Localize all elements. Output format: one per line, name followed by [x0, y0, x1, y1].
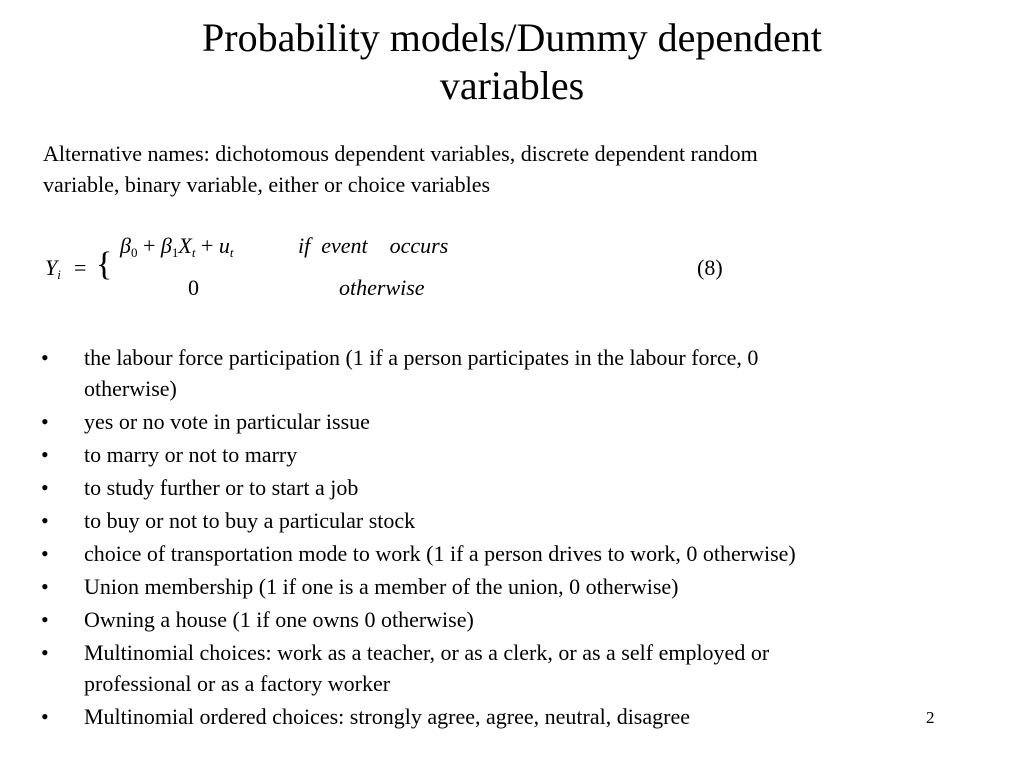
bullet-icon: • [41, 475, 49, 500]
plus-sign-1: + [142, 233, 156, 258]
bullet-text: to marry or not to marry [84, 442, 298, 467]
list-item [0, 701, 1000, 732]
u-variable: u [218, 233, 230, 258]
intro-line-2: variable, binary variable, either or choice variables [43, 172, 491, 197]
list-item [0, 505, 1000, 536]
x-subscript: t [191, 245, 196, 260]
equation-8 [40, 228, 760, 308]
beta-1: β [160, 233, 172, 258]
case-1-condition: if event occurs [298, 233, 449, 258]
bullet-text: Union membership (1 if one is a member of the union, 0 otherwise) [84, 574, 679, 599]
case-2-value: 0 [188, 275, 199, 300]
bullet-icon: • [41, 607, 49, 632]
list-item [0, 342, 1000, 404]
slide-title-line-2: variables [439, 63, 585, 108]
lhs-subscript: i [57, 267, 61, 282]
beta-1-subscript: 1 [171, 245, 179, 260]
bullet-text: choice of transportation mode to work (1 if a person drives to work, 0 otherwise) [84, 541, 796, 566]
beta-0-subscript: 0 [130, 245, 138, 260]
intro-paragraph [43, 138, 983, 200]
bullet-list [0, 342, 1000, 734]
bullet-text-continued: professional or as a factory worker [84, 671, 391, 696]
bullet-text: yes or no vote in particular issue [84, 409, 370, 434]
bullet-text: Owning a house (1 if one owns 0 otherwise) [84, 607, 474, 632]
intro-line-1: Alternative names: dichotomous dependent variables, discrete dependent random [43, 141, 758, 166]
bullet-text: the labour force participation (1 if a person participates in the labour force, 0 [84, 345, 759, 370]
lhs-variable: Y [45, 255, 58, 280]
list-item [0, 571, 1000, 602]
bullet-icon: • [41, 508, 49, 533]
bullet-text: Multinomial choices: work as a teacher, or as a clerk, or as a self employed or [84, 640, 770, 665]
list-item [0, 538, 1000, 569]
equation-lhs [45, 255, 61, 283]
list-item [0, 406, 1000, 437]
x-variable: X [178, 233, 192, 258]
equation-case-1 [120, 233, 233, 261]
bullet-icon: • [41, 541, 49, 566]
equation-equals: = [74, 255, 87, 280]
list-item [0, 439, 1000, 470]
list-item [0, 472, 1000, 503]
bullet-icon: • [41, 574, 49, 599]
equation-brace: { [96, 246, 113, 283]
bullet-text: to buy or not to buy a particular stock [84, 508, 416, 533]
bullet-text: to study further or to start a job [84, 475, 359, 500]
bullet-icon: • [41, 409, 49, 434]
bullet-icon: • [41, 640, 49, 665]
bullet-text: Multinomial ordered choices: strongly agree, agree, neutral, disagree [84, 704, 690, 729]
plus-sign-2: + [200, 233, 214, 258]
beta-0: β [120, 233, 131, 258]
page-number: 2 [926, 708, 935, 727]
u-subscript: t [229, 245, 234, 260]
bullet-icon: • [41, 345, 49, 370]
list-item [0, 604, 1000, 635]
list-item [0, 637, 1000, 699]
slide-title [0, 14, 1024, 110]
slide-title-line-1: Probability models/Dummy dependent [202, 15, 822, 60]
bullet-text-continued: otherwise) [84, 376, 177, 401]
equation-number: (8) [697, 255, 723, 280]
bullet-icon: • [41, 442, 49, 467]
bullet-icon: • [41, 704, 49, 729]
case-2-condition: otherwise [339, 275, 425, 300]
